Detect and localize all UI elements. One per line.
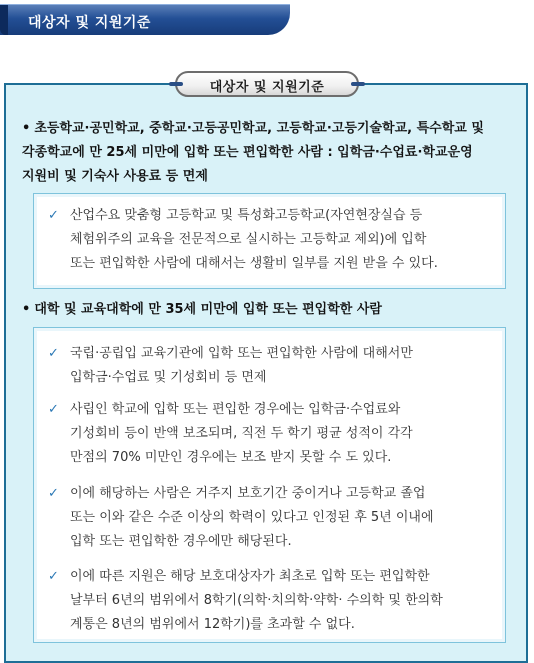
check-icon: ✓ — [48, 402, 59, 417]
section1-line1: 초등학교·공민학교, 중학교·고등공민학교, 고등학교·고등기술학교, 특수학교 및 — [34, 121, 484, 136]
note-item — [48, 342, 488, 390]
section1-text — [22, 117, 484, 189]
note-line: 계통은 8년의 범위에서 12학기)를 초과할 수 없다. — [70, 617, 355, 632]
badge-right-wing — [351, 82, 365, 86]
note-line: 입학금·수업료 및 기성회비 등 면제 — [70, 370, 267, 385]
check-icon: ✓ — [48, 569, 59, 584]
note-line: 입학 또는 편입학한 경우에만 해당된다. — [70, 534, 292, 549]
note-item — [48, 565, 488, 637]
panel-title-badge — [175, 71, 359, 97]
section1-note-box — [33, 193, 506, 289]
note-item — [48, 204, 488, 276]
note-line: 만점의 70% 미만인 경우에는 보조 받지 못할 수 도 있다. — [70, 450, 392, 465]
panel-title: 대상자 및 지원기준 — [209, 80, 325, 95]
section2-text — [22, 298, 382, 322]
note-line: 기성회비 등이 반액 보조되며, 직전 두 학기 평균 성적이 각각 — [70, 426, 413, 441]
section2-line1: 대학 및 교육대학에 만 35세 미만에 입학 또는 편입학한 사람 — [34, 302, 382, 317]
note-line: 국립·공립입 교육기관에 입학 또는 편입학한 사람에 대해서만 — [70, 346, 413, 361]
bullet: • — [22, 121, 31, 136]
section2-note-box — [33, 327, 506, 643]
note-line: 체험위주의 교육을 전문적으로 실시하는 고등학교 제외)에 입학 — [70, 232, 427, 247]
note-line: 산업수요 맞춤형 고등학교 및 특성화고등학교(자연현장실습 등 — [70, 208, 423, 223]
check-icon: ✓ — [48, 346, 59, 361]
badge-left-wing — [169, 82, 183, 86]
note-line: 또는 이와 같은 수준 이상의 학력이 있다고 인정된 후 5년 이내에 — [70, 510, 434, 525]
note-item — [48, 398, 488, 470]
check-icon: ✓ — [48, 208, 59, 223]
note-line: 이에 따른 지원은 해당 보호대상자가 최초로 입학 또는 편입학한 — [70, 569, 430, 584]
section1-line3: 지원비 및 기숙사 사용료 등 면제 — [22, 169, 208, 184]
header-banner — [0, 4, 290, 35]
bullet: • — [22, 302, 31, 317]
section1-line2: 각종학교에 만 25세 미만에 입학 또는 편입학한 사람 : 입학금·수업료·학교운영 — [22, 145, 473, 160]
check-icon: ✓ — [48, 486, 59, 501]
note-line: 이에 해당하는 사람은 거주지 보호기간 중이거나 고등학교 졸업 — [70, 486, 426, 501]
header-cap — [0, 5, 8, 35]
note-line: 날부터 6년의 범위에서 8학기(의학·치의학·약학· 수의학 및 한의학 — [70, 593, 443, 608]
note-line: 사립인 학교에 입학 또는 편입한 경우에는 입학금·수업료와 — [70, 402, 401, 417]
note-item — [48, 482, 488, 554]
note-line: 또는 편입학한 사람에 대해서는 생활비 일부를 지원 받을 수 있다. — [70, 256, 438, 271]
header-title: 대상자 및 지원기준 — [28, 15, 151, 31]
